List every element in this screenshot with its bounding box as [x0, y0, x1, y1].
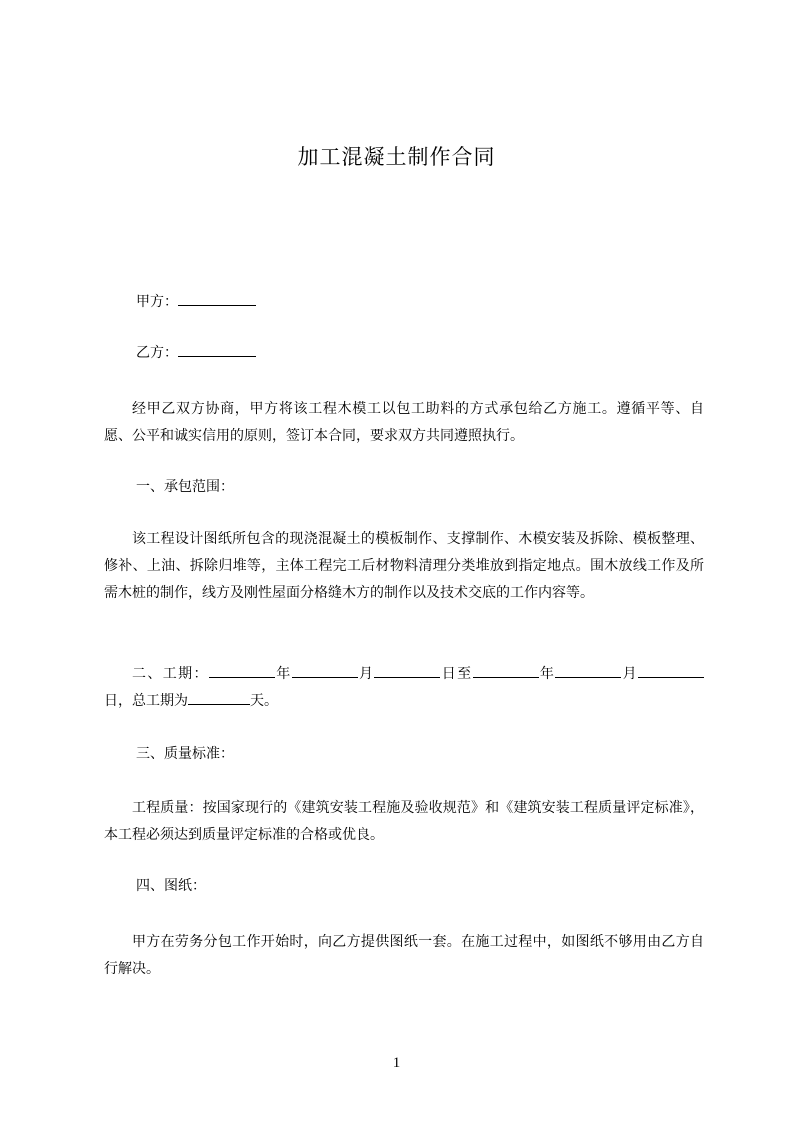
period-month2-label: 月: [621, 666, 638, 682]
page-title: 加工混凝土制作合同: [297, 145, 496, 169]
end-year-blank[interactable]: [473, 662, 539, 678]
period-year2-label: 年: [538, 666, 556, 682]
total-days-blank[interactable]: [188, 689, 250, 705]
scope-heading-line: [104, 475, 704, 500]
period-day-end-label: 日，总工期为: [104, 693, 188, 709]
period-text: [104, 661, 704, 715]
period-day-to-label: 日至: [440, 666, 473, 682]
start-month-blank[interactable]: [292, 662, 358, 678]
quality-paragraph: [104, 795, 704, 849]
party-b-line: [104, 341, 704, 366]
party-a-label: 甲方：: [136, 294, 178, 310]
drawings-heading: 四、图纸：: [136, 878, 206, 894]
period-month-label: 月: [357, 666, 375, 682]
intro-text: 经甲乙双方协商，甲方将该工程木模工以包工助料的方式承包给乙方施工。遵循平等、自愿、公平和诚实信用的原则，签订本合同，要求双方共同遵照执行。: [104, 401, 704, 444]
end-day-blank[interactable]: [638, 662, 704, 678]
party-a-line: [104, 290, 704, 315]
party-b-label: 乙方：: [136, 345, 178, 361]
party-a-blank[interactable]: [178, 290, 256, 306]
drawings-text: 甲方在劳务分包工作开始时，向乙方提供图纸一套。在施工过程中，如图纸不够用由乙方自行解决。: [104, 934, 704, 977]
quality-heading-line: [104, 742, 704, 767]
quality-heading: 三、质量标准：: [136, 746, 234, 762]
start-year-blank[interactable]: [209, 662, 275, 678]
period-year-label: 年: [274, 666, 292, 682]
party-b-blank[interactable]: [178, 341, 256, 357]
end-month-blank[interactable]: [555, 662, 621, 678]
page-number: 1: [392, 1055, 401, 1071]
scope-paragraph: [104, 526, 704, 607]
start-day-blank[interactable]: [374, 662, 440, 678]
drawings-heading-line: [104, 874, 704, 899]
period-paragraph: [104, 661, 704, 715]
period-heading: 二、工期：: [132, 666, 209, 682]
quality-text: 工程质量：按国家现行的《建筑安装工程施及验收规范》和《建筑安装工程质量评定标准》，本工程必须达到质量评定标准的合格或优良。: [104, 800, 704, 843]
drawings-paragraph: [104, 929, 704, 983]
period-days-label: 天。: [250, 693, 278, 709]
intro-paragraph: [104, 396, 704, 450]
scope-text: 该工程设计图纸所包含的现浇混凝土的模板制作、支撑制作、木模安装及拆除、模板整理、修补、上油、拆除归堆等，主体工程完工后材物料清理分类堆放到指定地点。围木放线工作及所需木桩的制作，线方及刚性屋面分格缝木方的制作以及技术交底的工作内容等。: [104, 531, 704, 601]
scope-heading: 一、承包范围：: [136, 479, 234, 495]
